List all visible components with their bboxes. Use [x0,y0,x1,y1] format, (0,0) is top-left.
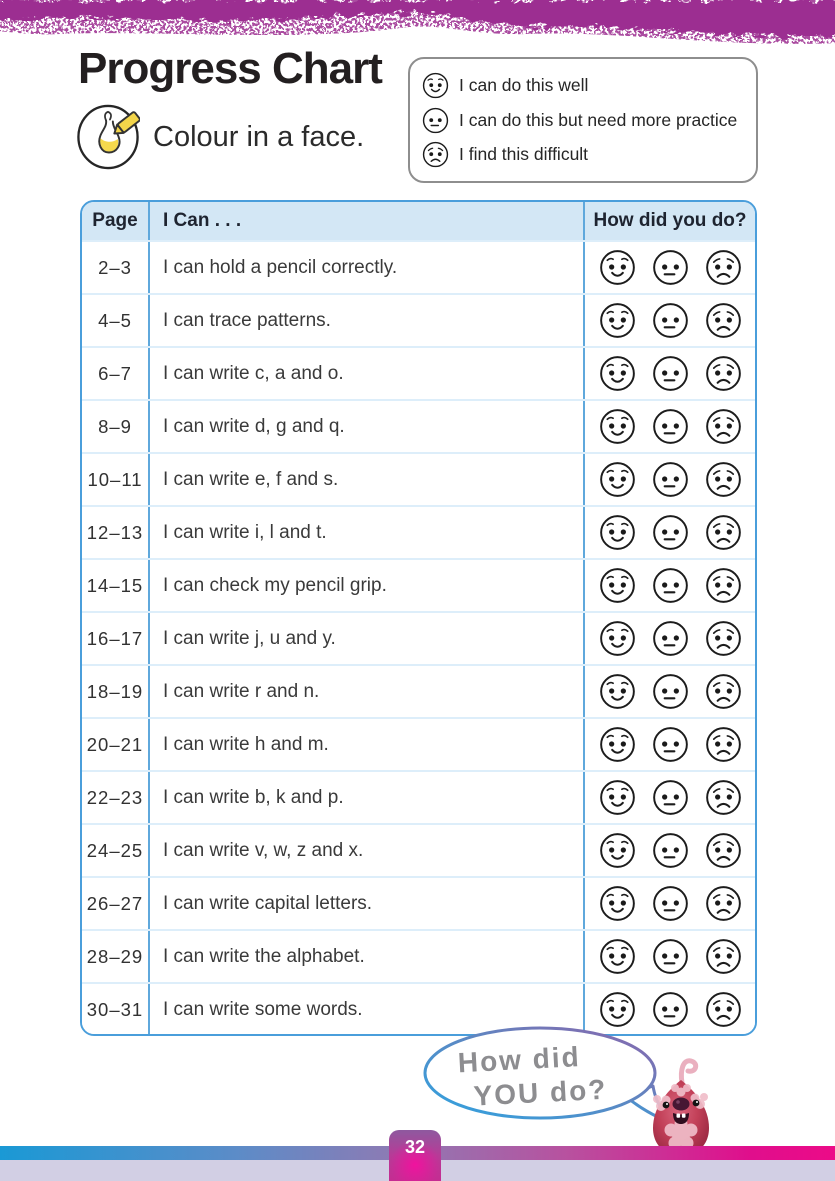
page-range-cell: 14–15 [82,560,150,611]
sad-face-icon[interactable] [705,620,742,657]
sad-face-icon[interactable] [705,832,742,869]
sad-face-icon[interactable] [705,249,742,286]
neutral-face-icon[interactable] [652,249,689,286]
faces-cell [585,242,755,293]
faces-cell [585,401,755,452]
page-range-cell: 2–3 [82,242,150,293]
pear-colouring-icon [76,103,140,171]
table-row [82,876,755,929]
neutral-face-icon[interactable] [652,620,689,657]
happy-face-icon[interactable] [599,991,636,1028]
neutral-face-icon[interactable] [652,302,689,339]
happy-face-icon[interactable] [599,779,636,816]
faces-cell [585,454,755,505]
mascot-character [638,1040,724,1162]
sad-face-icon [422,141,449,168]
page-range-cell: 26–27 [82,878,150,929]
faces-cell [585,507,755,558]
table-header-row [82,202,755,240]
faces-cell [585,772,755,823]
mascot-nose [673,1098,690,1111]
i-can-cell: I can write b, k and p. [150,772,585,823]
mascot-eye [663,1102,670,1109]
table-row [82,240,755,293]
page-title: Progress Chart [78,44,382,93]
header-page: Page [82,202,150,240]
table-body [82,240,755,1035]
page-range-cell: 10–11 [82,454,150,505]
sad-face-icon[interactable] [705,673,742,710]
i-can-cell: I can check my pencil grip. [150,560,585,611]
progress-table [80,200,757,1036]
i-can-cell: I can write r and n. [150,666,585,717]
page-range-cell: 12–13 [82,507,150,558]
neutral-face-icon[interactable] [652,832,689,869]
happy-face-icon[interactable] [599,249,636,286]
happy-face-icon[interactable] [599,461,636,498]
page-range-cell: 30–31 [82,984,150,1035]
page-number-tab [389,1130,441,1181]
happy-face-icon[interactable] [599,938,636,975]
faces-cell [585,613,755,664]
i-can-cell: I can write i, l and t. [150,507,585,558]
speech-bubble-line2: YOU do? [472,1073,609,1112]
i-can-cell: I can write d, g and q. [150,401,585,452]
neutral-face-icon[interactable] [652,567,689,604]
mascot-curl [681,1061,695,1083]
neutral-face-icon[interactable] [652,885,689,922]
neutral-face-icon[interactable] [652,408,689,445]
faces-cell [585,719,755,770]
table-row [82,823,755,876]
header-how-did-you-do: How did you do? [593,210,747,231]
happy-face-icon[interactable] [599,567,636,604]
header-i-can: I Can . . . [150,202,585,240]
page-range-cell: 28–29 [82,931,150,982]
faces-cell [585,560,755,611]
faces-cell [585,295,755,346]
happy-face-icon[interactable] [599,514,636,551]
i-can-cell: I can write v, w, z and x. [150,825,585,876]
happy-face-icon[interactable] [599,726,636,763]
sad-face-icon[interactable] [705,726,742,763]
i-can-cell: I can trace patterns. [150,295,585,346]
table-row [82,505,755,558]
faces-cell [585,348,755,399]
i-can-cell: I can hold a pencil correctly. [150,242,585,293]
table-row [82,770,755,823]
page-range-cell: 22–23 [82,772,150,823]
faces-cell [585,931,755,982]
page-range-cell: 20–21 [82,719,150,770]
legend-label: I can do this but need more practice [459,109,738,130]
faces-cell [585,825,755,876]
table-row [82,452,755,505]
legend-item-difficult [422,141,744,168]
table-row [82,346,755,399]
i-can-cell: I can write j, u and y. [150,613,585,664]
sad-face-icon[interactable] [705,567,742,604]
table-row [82,717,755,770]
neutral-face-icon[interactable] [652,514,689,551]
sad-face-icon[interactable] [705,885,742,922]
table-row [82,611,755,664]
i-can-cell: I can write capital letters. [150,878,585,929]
speech-bubble-line1: How did [457,1040,582,1079]
legend-label: I find this difficult [459,143,589,164]
happy-face-icon[interactable] [599,673,636,710]
sad-face-icon[interactable] [705,779,742,816]
i-can-cell: I can write some words. [150,984,585,1035]
happy-face-icon[interactable] [599,832,636,869]
sad-face-icon[interactable] [705,991,742,1028]
i-can-cell: I can write c, a and o. [150,348,585,399]
faces-cell [585,878,755,929]
sad-face-icon[interactable] [705,355,742,392]
page-range-cell: 6–7 [82,348,150,399]
table-row [82,929,755,982]
instruction-text: Colour in a face. [153,120,365,153]
neutral-face-icon[interactable] [652,726,689,763]
sad-face-icon[interactable] [705,302,742,339]
neutral-face-icon[interactable] [652,938,689,975]
sad-face-icon[interactable] [705,408,742,445]
i-can-cell: I can write the alphabet. [150,931,585,982]
neutral-face-icon [422,107,449,134]
page-range-cell: 24–25 [82,825,150,876]
neutral-face-icon[interactable] [652,461,689,498]
sad-face-icon[interactable] [705,461,742,498]
table-row [82,558,755,611]
happy-face-icon[interactable] [599,408,636,445]
page-number: 32 [404,1137,426,1157]
neutral-face-icon[interactable] [652,991,689,1028]
happy-face-icon[interactable] [599,885,636,922]
page-range-cell: 8–9 [82,401,150,452]
instruction-row [76,103,364,171]
mascot-eye [693,1100,700,1107]
happy-face-icon[interactable] [599,355,636,392]
i-can-cell: I can write h and m. [150,719,585,770]
legend-box [408,57,758,183]
sad-face-icon[interactable] [705,938,742,975]
neutral-face-icon[interactable] [652,779,689,816]
happy-face-icon[interactable] [599,620,636,657]
page-range-cell: 16–17 [82,613,150,664]
sad-face-icon[interactable] [705,514,742,551]
page-range-cell: 18–19 [82,666,150,717]
faces-cell [585,666,755,717]
neutral-face-icon[interactable] [652,673,689,710]
happy-face-icon [422,72,449,99]
legend-item-well [422,72,744,99]
table-row [82,664,755,717]
i-can-cell: I can write e, f and s. [150,454,585,505]
table-row [82,293,755,346]
legend-item-practice [422,107,744,134]
happy-face-icon[interactable] [599,302,636,339]
neutral-face-icon[interactable] [652,355,689,392]
table-row [82,399,755,452]
legend-label: I can do this well [459,75,589,96]
page-range-cell: 4–5 [82,295,150,346]
